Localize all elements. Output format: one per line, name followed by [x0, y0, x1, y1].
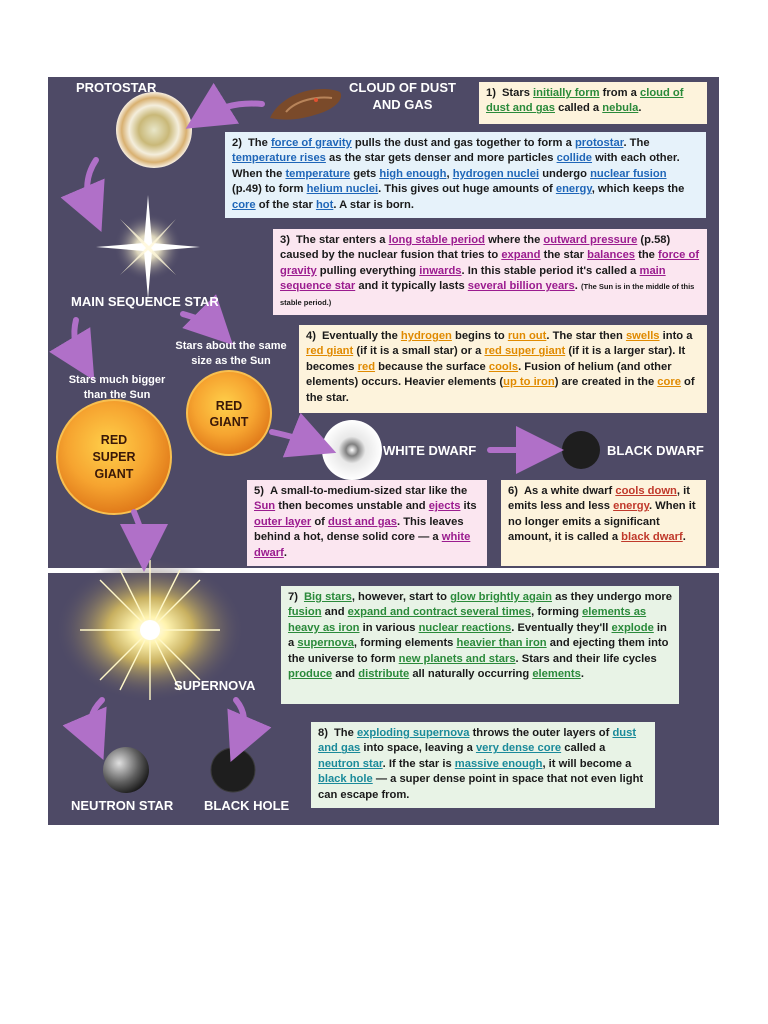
stars-same-size-label: Stars about the same size as the Sun	[175, 340, 287, 367]
neutron-star-label: NEUTRON STAR	[71, 798, 174, 813]
white-dwarf-label: WHITE DWARF	[383, 443, 477, 458]
arrow-super-giant-to-supernova	[134, 512, 144, 548]
black-dwarf-icon	[562, 431, 600, 469]
main-sequence-star-icon	[96, 195, 200, 299]
step-2-box: 2) The force of gravity pulls the dust and gas together to form a protostar. The temperature rises as the star gets denser and more particles collide with each other. When the temperature gets high enough, hydrogen nuclei undergo nuclear fusion (p.49) to form helium nuclei. This gives out huge amounts of energy, which keeps the core of the star hot. A star is born.	[225, 132, 706, 218]
step-8-box: 8) The exploding supernova throws the outer layers of dust and gas into space, leaving a very dense core called a neutron star. If the star is massive enough, it will become a black hole — a super dense point in space that not even light can escape from.	[311, 722, 655, 808]
step-6-box: 6) As a white dwarf cools down, it emits less and less energy. When it no longer emits a significant amount, it is called a black dwarf.	[501, 480, 706, 566]
arrow-main-to-super-giant	[74, 320, 82, 360]
red-super-giant-label: RED SUPER GIANT	[92, 433, 136, 481]
arrow-supernova-to-neutron	[91, 700, 102, 738]
black-hole-icon	[211, 748, 255, 792]
step-4-box: 4) Eventually the hydrogen begins to run out. The star then swells into a red giant (if it is a small star) or a red super giant (if it is a larger star). It becomes red because the surface cools. Fusion of helium (and other elements) occurs. Heavier elements (up to iron) are created in the core of the star.	[299, 325, 707, 413]
step-1-box: 1) Stars initially form from a cloud of dust and gas called a nebula.	[479, 82, 707, 124]
main-sequence-label: MAIN SEQUENCE STAR	[71, 294, 219, 309]
protostar-label: PROTOSTAR	[76, 80, 157, 95]
cloud-of-dust-icon	[270, 89, 341, 120]
arrow-protostar-to-main	[87, 160, 96, 210]
red-giant-label: RED GIANT	[209, 399, 249, 429]
arrow-supernova-to-black-hole	[236, 700, 244, 740]
white-dwarf-icon	[322, 420, 382, 480]
black-dwarf-label: BLACK DWARF	[607, 443, 704, 458]
arrow-main-to-red-giant	[183, 314, 216, 328]
neutron-star-icon	[103, 747, 149, 793]
black-hole-label: BLACK HOLE	[204, 798, 290, 813]
step-7-box: 7) Big stars, however, start to glow brightly again as they undergo more fusion and expand and contract several times, forming elements as heavy as iron in various nuclear reactions. Eventually they'll explode in a supernova, forming elements heavier than iron and ejecting them into the universe to form new planets and stars. Stars and their life cycles produce and distribute all naturally occurring elements.	[281, 586, 679, 704]
protostar-icon	[116, 92, 192, 168]
cloud-label: CLOUD OF DUST AND GAS	[349, 80, 456, 112]
arrow-cloud-to-protostar	[206, 104, 262, 117]
arrow-giant-to-white-dwarf	[272, 432, 314, 444]
supernova-label: SUPERNOVA	[174, 678, 256, 693]
step-5-box: 5) A small-to-medium-sized star like the Sun then becomes unstable and ejects its outer layer of dust and gas. This leaves behind a hot, dense solid core — a white dwarf.	[247, 480, 487, 566]
step-3-box: 3) The star enters a long stable period where the outward pressure (p.58) caused by the nuclear fusion that tries to expand the star balances the force of gravity pulling everything inwards. In this stable period it's called a main sequence star and it typically lasts several billion years. (The Sun is in the middle of this stable period.)	[273, 229, 707, 315]
stars-bigger-label: Stars much bigger than the Sun	[68, 374, 166, 401]
